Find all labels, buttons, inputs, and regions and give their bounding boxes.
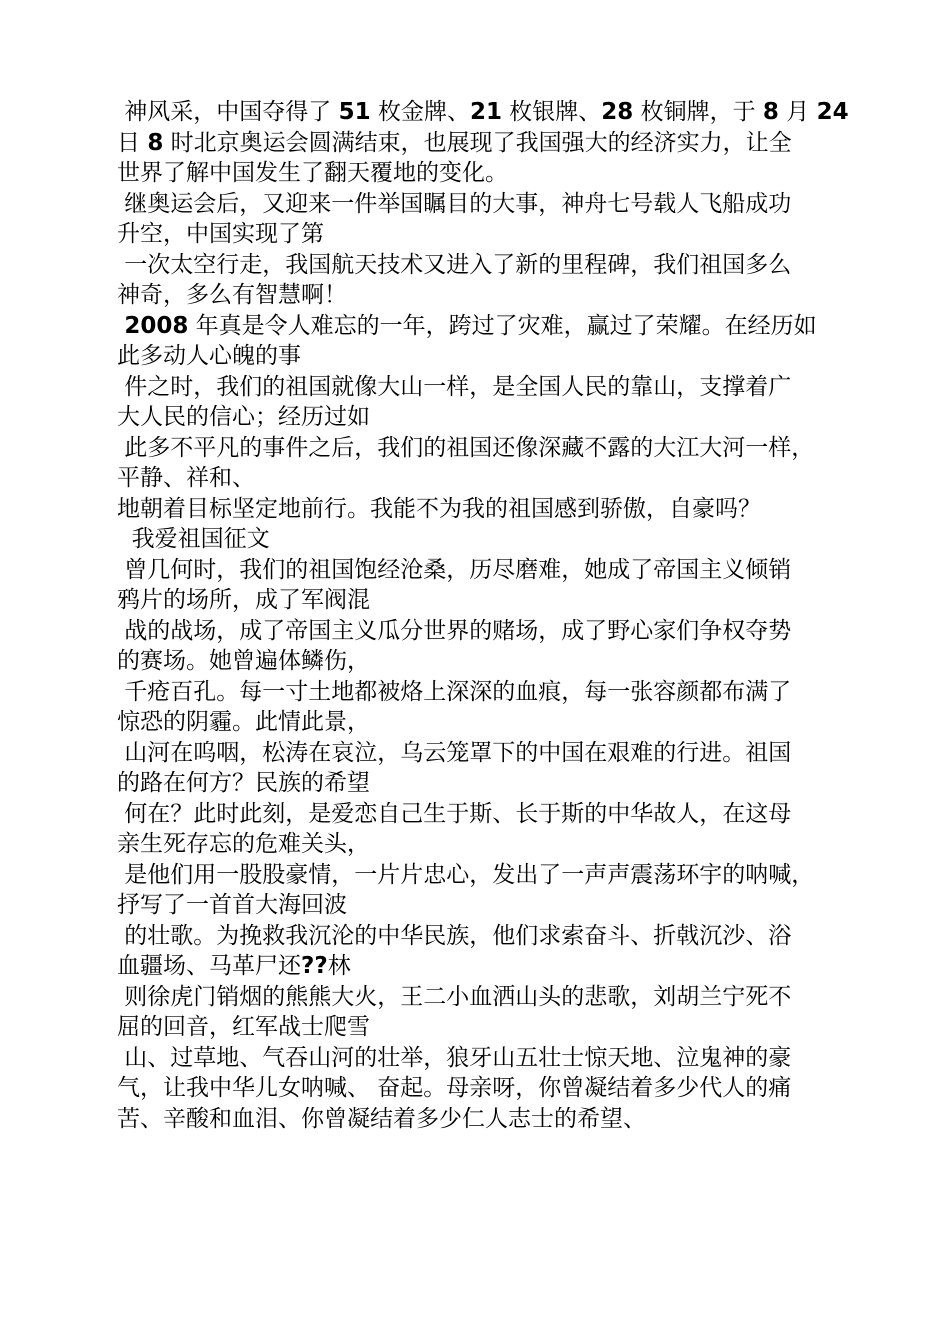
text-line: 苦、辛酸和血泪、你曾凝结着多少仁人志士的希望、 [117,1105,646,1132]
text-line: 是他们用一股股豪情，一片片忠心，发出了一声声震荡环宇的呐喊， [117,861,815,888]
text-line: 的路在何方？民族的希望 [117,770,370,796]
text-line: 地朝着目标坚定地前行。我能不为我的祖国感到骄傲，自豪吗？ [117,495,761,522]
text-line: 继奥运会后，又迎来一件举国瞩目的大事，神舟七号载人飞船成功 [117,190,792,217]
text-line: 升空，中国实现了第 [117,221,324,247]
text-line: 大人民的信心；经历过如 [117,404,370,430]
text-line: 平静、祥和、 [117,465,255,491]
text-line: 则徐虎门销烟的熊熊大火，王二小血洒山头的悲歌，刘胡兰宁死不 [117,983,792,1010]
text-line: 神奇，多么有智慧啊！ [117,282,347,308]
text-line: 的赛场。她曾遍体鳞伤， [117,648,370,674]
text-line: 曾几何时，我们的祖国饱经沧桑，历尽磨难，她成了帝国主义倾销 [117,556,792,583]
text-line: 此多动人心魄的事 [117,343,301,369]
text-line: 一次太空行走，我国航天技术又进入了新的里程碑，我们祖国多么 [117,251,792,278]
essay-body [117,97,849,1134]
text-line: 件之时，我们的祖国就像大山一样，是全国人民的靠山，支撑着广 [117,373,792,400]
text-line: 山河在呜咽，松涛在哀泣，乌云笼罩下的中国在艰难的行进。祖国 [117,739,792,766]
text-line: 山、过草地、气吞山河的壮举，狼牙山五壮士惊天地、泣鬼神的豪 [117,1044,792,1071]
text-line: 的壮歌。为挽救我沉沦的中华民族，他们求索奋斗、折戟沉沙、浴 [117,922,792,949]
text-line: 战的战场，成了帝国主义瓜分世界的赌场，成了野心家们争权夺势 [117,617,792,644]
text-line: 屈的回音，红军战士爬雪 [117,1014,370,1040]
text-line: 何在？此时此刻，是爱恋自己生于斯、长于斯的中华故人，在这母 [117,800,792,827]
text-line: 神风采，中国夺得了 51 枚金牌、21 枚银牌、28 枚铜牌，于 8 月 24 [117,99,849,125]
text-line: 惊恐的阴霾。此情此景， [117,709,370,735]
text-line: 日 8 时北京奥运会圆满结束，也展现了我国强大的经济实力，让全 [117,129,792,156]
text-line: 抒写了一首首大海回波 [117,892,347,918]
text-line: 气，让我中华儿女呐喊、 奋起。母亲呀，你曾凝结着多少代人的痛 [117,1075,792,1101]
text-line: 2008 年真是令人难忘的一年，跨过了灾难，赢过了荣耀。在经历如 [124,312,817,339]
text-line: 世界了解中国发生了翻天覆地的变化。 [117,160,508,186]
text-line: 血疆场、马革尸还??林 [117,953,351,979]
text-line: 亲生死存忘的危难关头， [117,831,370,857]
text-line: 千疮百孔。每一寸土地都被烙上深深的血痕，每一张容颜都布满了 [117,678,792,705]
text-line: 此多不平凡的事件之后，我们的祖国还像深藏不露的大江大河一样， [117,434,815,461]
section-heading: 我爱祖国征文 [117,526,270,552]
text-line: 鸦片的场所，成了军阀混 [117,587,370,613]
